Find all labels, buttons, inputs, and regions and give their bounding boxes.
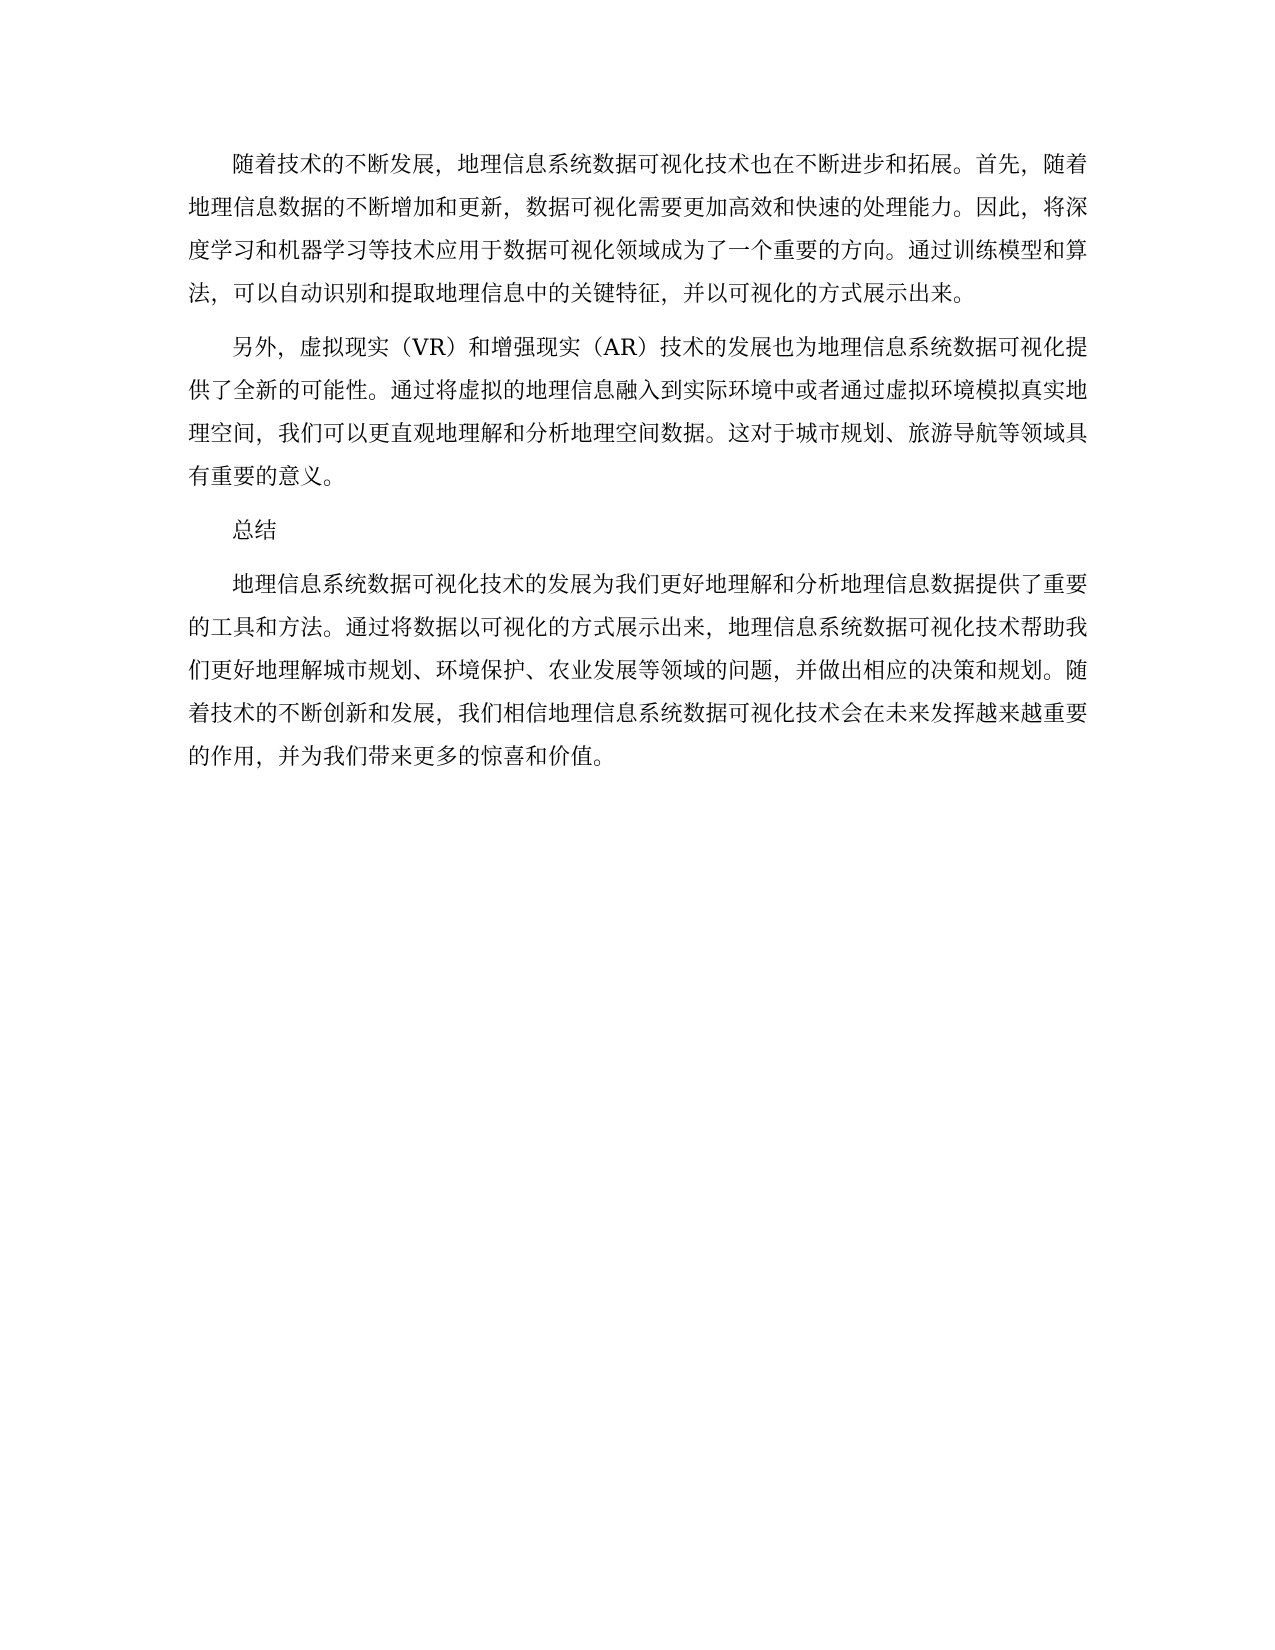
paragraph-technology-development: 随着技术的不断发展，地理信息系统数据可视化技术也在不断进步和拓展。首先，随着地理信息数据的不断增加和更新，数据可视化需要更加高效和快速的处理能力。因此，将深度学习和机器学习等技术应用于数据可视化领域成为了一个重要的方向。通过训练模型和算法，可以自动识别和提取地理信息中的关键特征，并以可视化的方式展示出来。 bbox=[188, 153, 1089, 307]
paragraph-vr-ar: 另外，虚拟现实（VR）和增强现实（AR）技术的发展也为地理信息系统数据可视化提供了全新的可能性。通过将虚拟的地理信息融入到实际环境中或者通过虚拟环境模拟真实地理空间，我们可以更直观地理解和分析地理空间数据。这对于城市规划、旅游导航等领域具有重要的意义。 bbox=[188, 336, 1089, 490]
document-body bbox=[188, 144, 1088, 790]
paragraph-summary: 地理信息系统数据可视化技术的发展为我们更好地理解和分析地理信息数据提供了重要的工具和方法。通过将数据以可视化的方式展示出来，地理信息系统数据可视化技术帮助我们更好地理解城市规划、环境保护、农业发展等领域的问题，并做出相应的决策和规划。随着技术的不断创新和发展，我们相信地理信息系统数据可视化技术会在未来发挥越来越重要的作用，并为我们带来更多的惊喜和价值。 bbox=[188, 573, 1089, 770]
summary-heading: 总结 bbox=[232, 519, 278, 544]
